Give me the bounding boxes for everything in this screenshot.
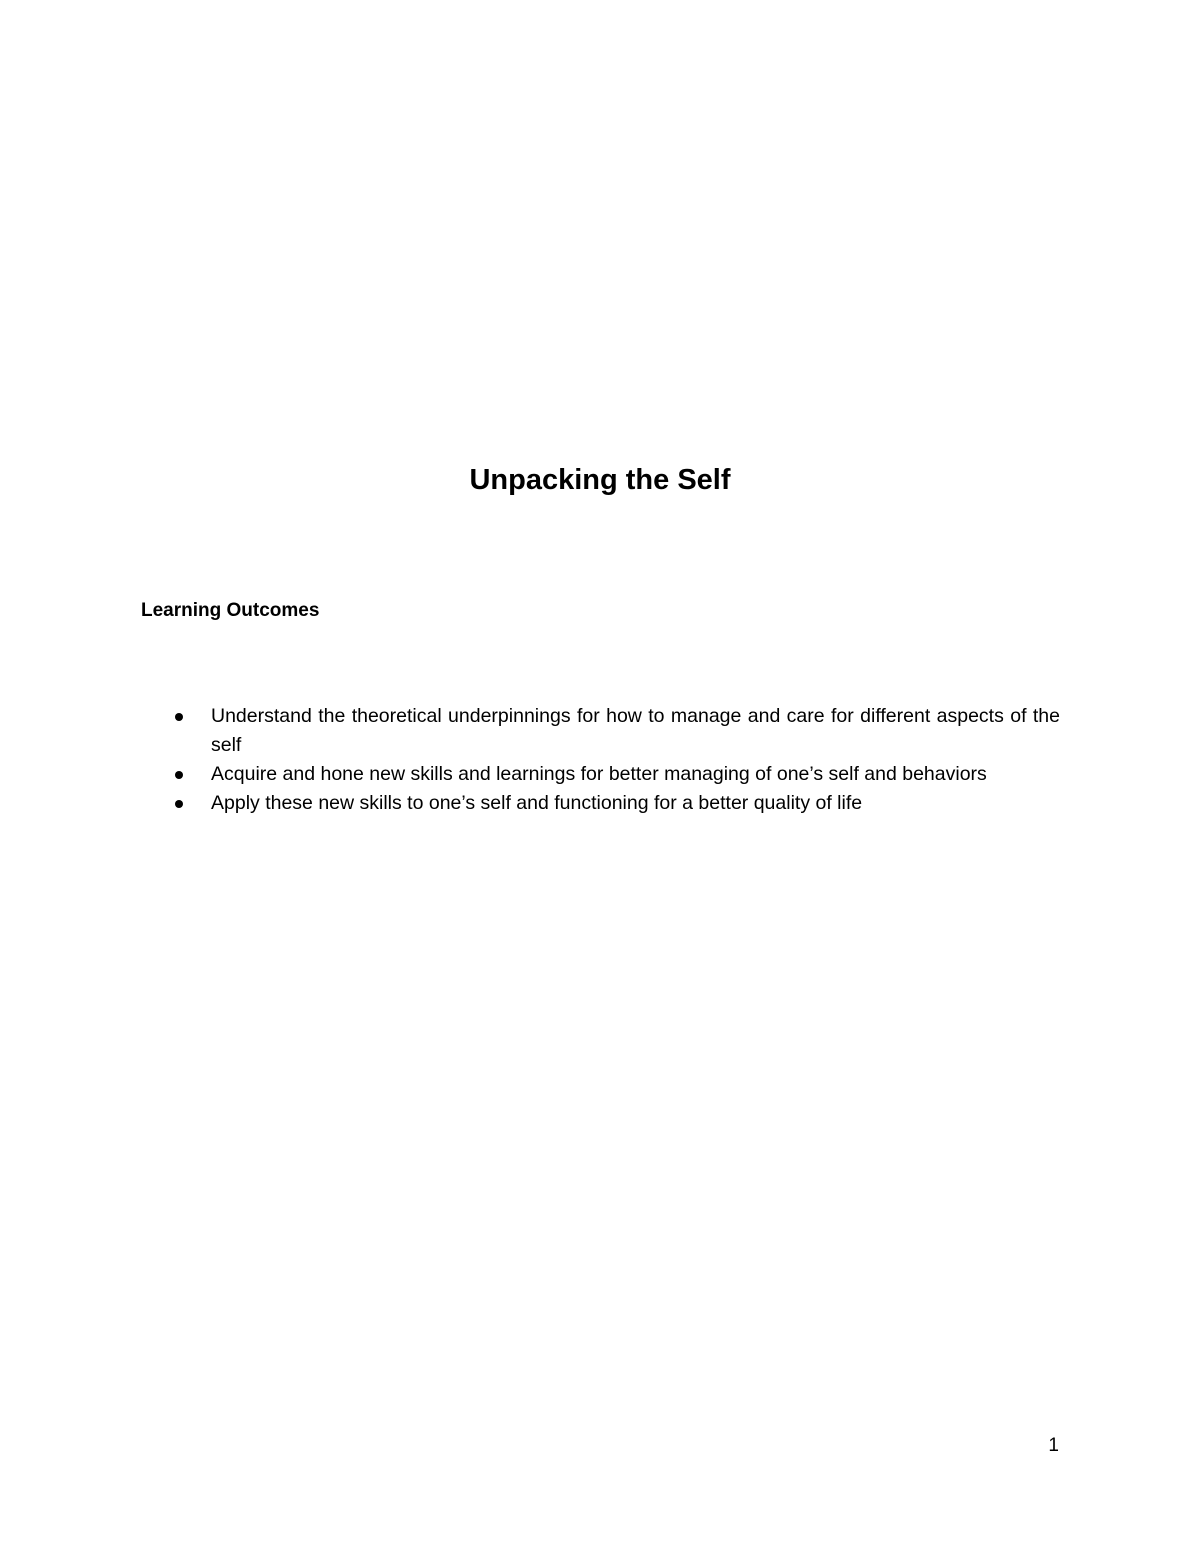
section-heading-learning-outcomes: Learning Outcomes: [141, 600, 320, 621]
list-item: [170, 760, 1060, 789]
page-number: 1: [1048, 1435, 1059, 1456]
bullet-icon: [175, 771, 183, 779]
list-item: [170, 789, 1060, 818]
list-item-text: Understand the theoretical underpinnings for how to manage and care for different aspects of the self: [211, 705, 1060, 756]
page-title: Unpacking the Self: [469, 464, 731, 496]
learning-outcomes-list: [170, 702, 1060, 818]
list-item-text: Apply these new skills to one’s self and functioning for a better quality of life: [211, 792, 863, 814]
list-item: [170, 702, 1060, 760]
bullet-icon: [175, 713, 183, 721]
list-item-text: Acquire and hone new skills and learnings for better managing of one’s self and behaviors: [211, 763, 987, 785]
bullet-icon: [175, 800, 183, 808]
